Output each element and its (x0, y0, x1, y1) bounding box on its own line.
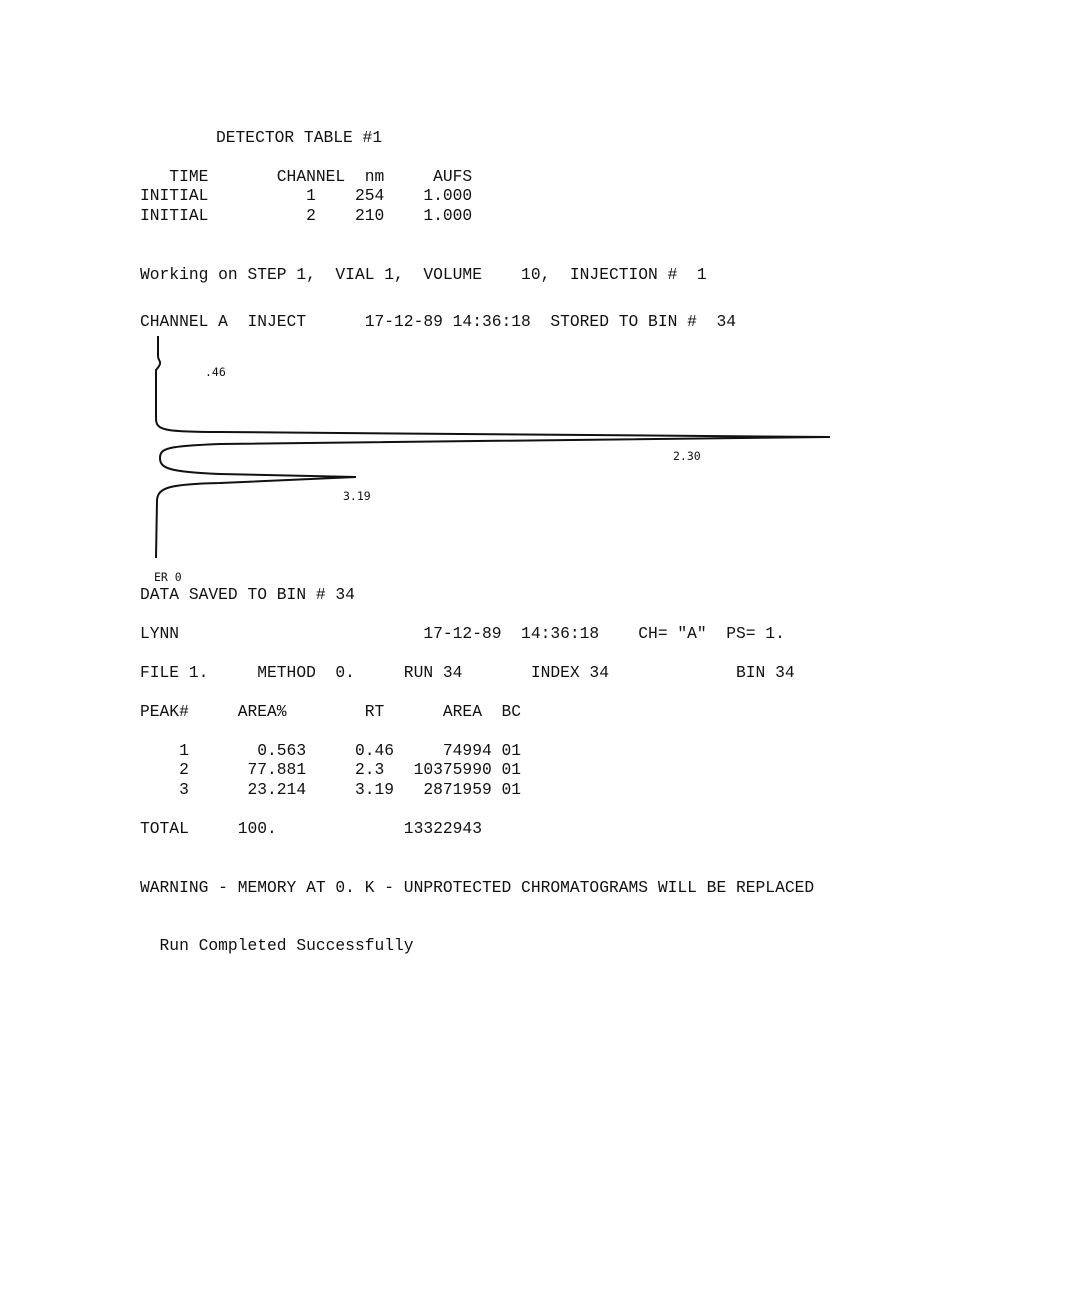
run-completed-line: Run Completed Successfully (140, 936, 414, 955)
peak-label-319: 3.19 (343, 489, 371, 503)
chromatogram-line (156, 336, 830, 558)
peak-label-046: .46 (205, 365, 226, 379)
end-label: ER 0 (154, 570, 182, 584)
peak-table-header: PEAK# AREA% RT AREA BC (140, 702, 522, 721)
detector-table-header: TIME CHANNEL nm AUFS (140, 167, 473, 186)
detector-table-row: INITIAL 2 210 1.000 (140, 206, 473, 225)
detector-table-title: DETECTOR TABLE #1 (216, 128, 383, 147)
peak-table-total: TOTAL 100. 13322943 (140, 819, 482, 838)
file-line: FILE 1. METHOD 0. RUN 34 INDEX 34 BIN 34 (140, 663, 795, 682)
peak-label-230: 2.30 (673, 449, 701, 463)
inject-line: CHANNEL A INJECT 17-12-89 14:36:18 STORED TO BIN # 34 (140, 312, 736, 331)
detector-table-row: INITIAL 1 254 1.000 (140, 186, 473, 205)
peak-table-row: 3 23.214 3.19 2871959 01 (140, 780, 522, 799)
chromatogram-trace (0, 0, 1080, 600)
peak-table-row: 1 0.563 0.46 74994 01 (140, 741, 522, 760)
peak-table-row: 2 77.881 2.3 10375990 01 (140, 760, 522, 779)
data-saved-line: DATA SAVED TO BIN # 34 (140, 585, 355, 604)
working-line: Working on STEP 1, VIAL 1, VOLUME 10, INJECTION # 1 (140, 265, 707, 284)
warning-line: WARNING - MEMORY AT 0. K - UNPROTECTED CHROMATOGRAMS WILL BE REPLACED (140, 878, 815, 897)
report-header-line: LYNN 17-12-89 14:36:18 CH= "A" PS= 1. (140, 624, 785, 643)
